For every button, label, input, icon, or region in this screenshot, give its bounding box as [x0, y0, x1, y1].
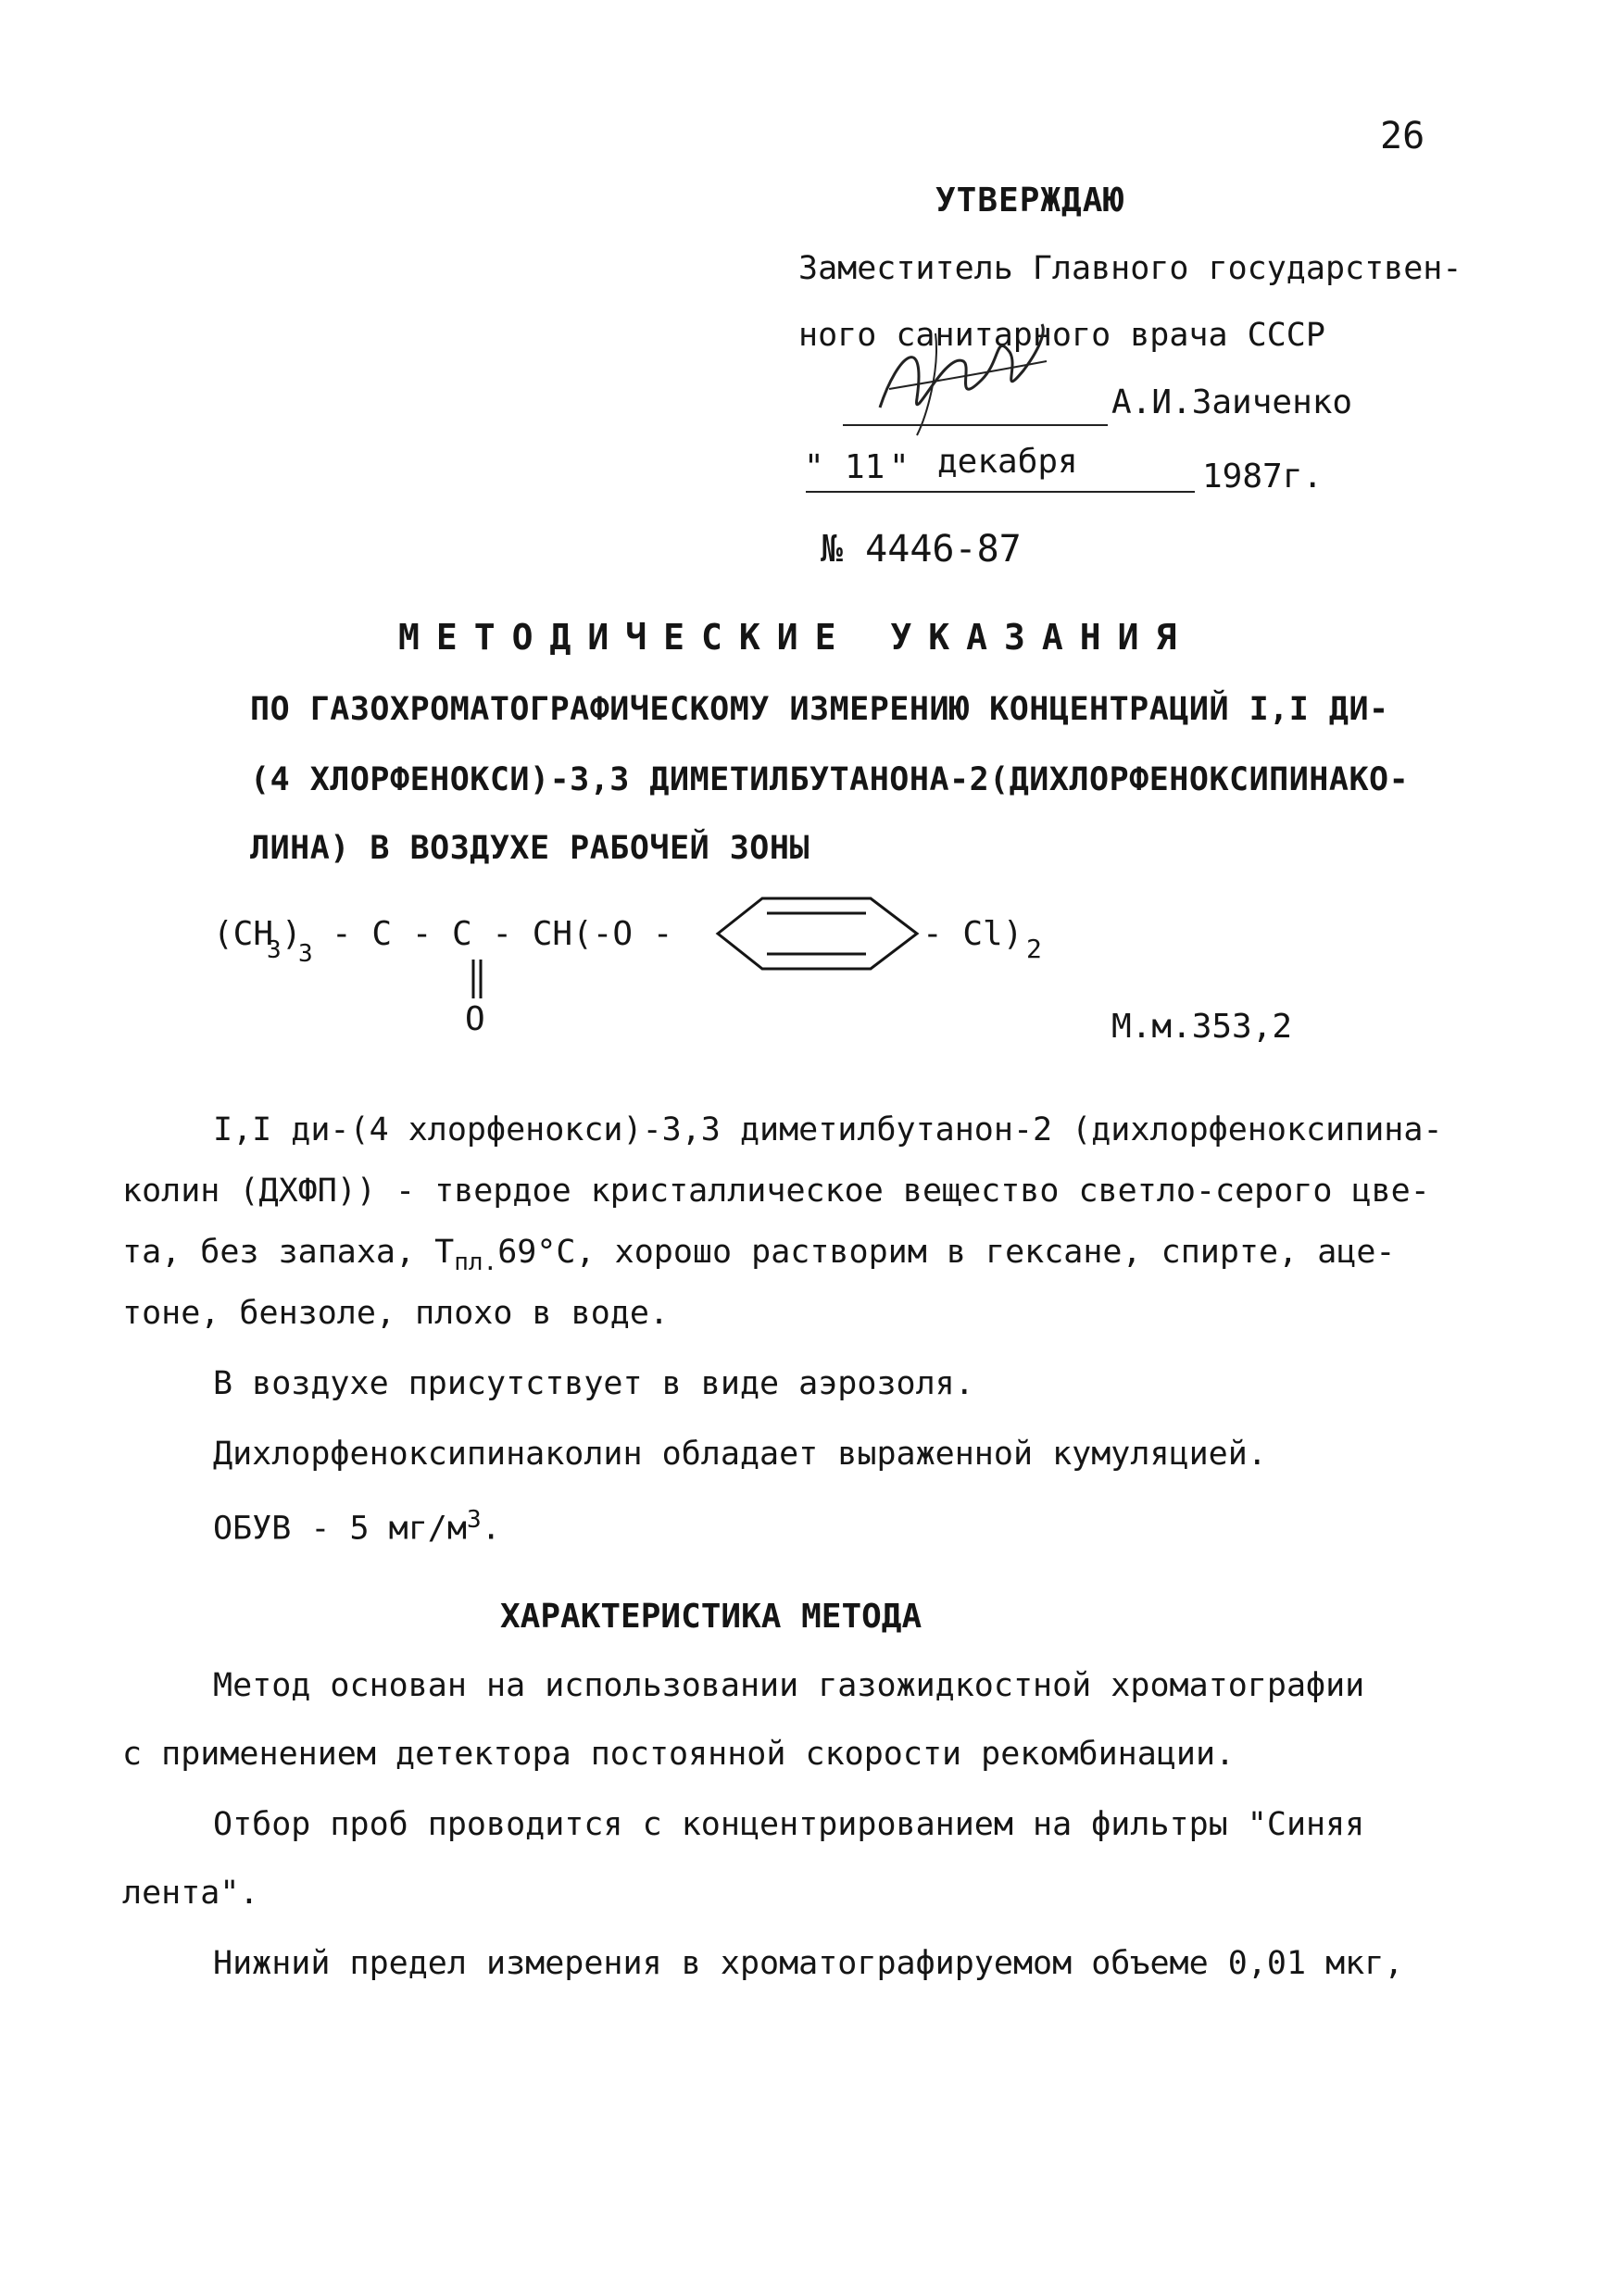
- method-line-3: Отбор проб проводится с концентрированием на фильтры "Синяя: [213, 1806, 1365, 1843]
- para-line-3-start: та, без запаха, Т: [122, 1234, 455, 1271]
- handwritten-signature: [861, 296, 1065, 445]
- subtitle-line-2: (4 ХЛОРФЕНОКСИ)-3,3 ДИМЕТИЛБУТАНОНА-2(ДИХЛОРФЕНОКСИПИНАКО-: [250, 761, 1410, 798]
- melting-point-subscript: пл.: [454, 1248, 498, 1276]
- date-open-quote: ": [804, 448, 824, 486]
- para-line-3-end: 69°С, хорошо растворим в гексане, спирте, аце-: [497, 1234, 1396, 1271]
- method-line-2: с применением детектора постоянной скорости рекомбинации.: [122, 1736, 1236, 1773]
- para-line-6: Дихлорфеноксипинаколин обладает выраженной кумуляцией.: [213, 1436, 1267, 1473]
- date-line: [806, 491, 1195, 493]
- obuv-text: ОБУВ - 5 мг/м: [213, 1510, 467, 1548]
- molecular-mass: М.м.353,2: [1111, 1008, 1293, 1046]
- formula-carbonyl-o: O: [465, 1000, 485, 1038]
- approval-position-line-2: ного санитарного врача СССР: [798, 317, 1325, 354]
- para-line-5: В воздухе присутствует в виде аэрозоля.: [213, 1365, 974, 1402]
- signature-line: [843, 424, 1108, 426]
- subtitle-line-1: ПО ГАЗОХРОМАТОГРАФИЧЕСКОМУ ИЗМЕРЕНИЮ КОНЦЕНТРАЦИЙ I,I ДИ-: [250, 691, 1389, 728]
- page-number: 26: [1380, 115, 1425, 157]
- date-month: декабря: [937, 443, 1078, 481]
- approval-position-line-1: Заместитель Главного государствен-: [798, 250, 1462, 287]
- para-line-1: I,I ди-(4 хлорфенокси)-3,3 диметилбутанон-2 (дихлорфеноксипина-: [213, 1111, 1443, 1148]
- para-line-7: [213, 1506, 501, 1548]
- section-title: ХАРАКТЕРИСТИКА МЕТОДА: [500, 1598, 922, 1636]
- subtitle-line-3: ЛИНА) В ВОЗДУХЕ РАБОЧЕЙ ЗОНЫ: [250, 830, 810, 867]
- method-line-5: Нижний предел измерения в хроматографируемом объеме 0,01 мкг,: [213, 1945, 1404, 1982]
- method-line-4: лента".: [122, 1875, 259, 1912]
- date-close-quote: ": [889, 448, 910, 486]
- date-year: 1987г.: [1202, 458, 1324, 496]
- para-line-2: колин (ДХФП)) - твердое кристаллическое вещество светло-серого цве-: [122, 1173, 1430, 1210]
- method-line-1: Метод основан на использовании газожидкостной хроматографии: [213, 1667, 1365, 1704]
- formula-sub3a: 3: [267, 936, 282, 964]
- approval-title: УТВЕРЖДАЮ: [935, 182, 1125, 220]
- date-day: 11: [845, 448, 885, 486]
- formula-tail: - Cl): [922, 915, 1023, 953]
- obuv-period: .: [481, 1510, 501, 1548]
- formula-chain: - C - C - CH(-O -: [332, 915, 673, 953]
- formula-sub3b: 3: [298, 940, 313, 968]
- formula-sub2: 2: [1026, 934, 1042, 964]
- para-line-3: [122, 1234, 1396, 1276]
- formula-group1: (CH: [213, 915, 274, 953]
- document-title: МЕТОДИЧЕСКИЕ УКАЗАНИЯ: [398, 617, 1194, 658]
- document-number: № 4446-87: [821, 528, 1022, 571]
- benzene-ring: [718, 898, 917, 969]
- approval-name: А.И.Заиченко: [1111, 383, 1353, 421]
- para-line-4: тоне, бензоле, плохо в воде.: [122, 1295, 670, 1332]
- obuv-superscript: 3: [466, 1506, 482, 1534]
- formula-paren: ): [282, 915, 302, 953]
